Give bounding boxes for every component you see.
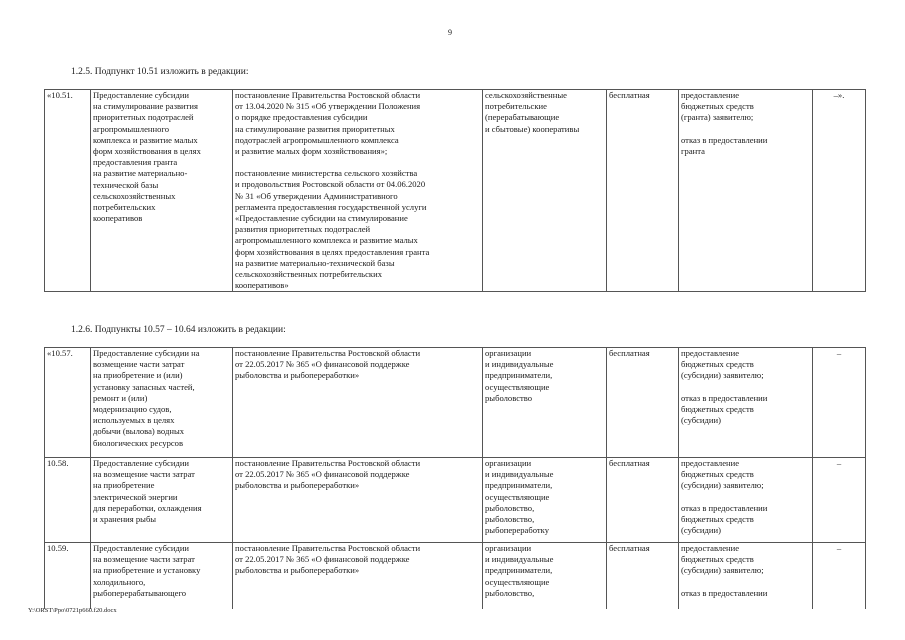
table-subitem-10-51 — [44, 89, 866, 292]
cost-cell: бесплатная — [607, 543, 679, 609]
service-name-line: Предоставление субсидии — [93, 543, 190, 553]
service-name-line: на приобретение и установку — [93, 565, 201, 576]
table-row — [45, 543, 866, 609]
result-cell — [679, 458, 813, 543]
service-name-line: ремонт и (или) — [93, 392, 148, 403]
legal-basis-line: агропромышленного комплекса и развитие малых — [235, 235, 418, 246]
recipients-line: сельскохозяйственные — [485, 90, 567, 100]
recipients-line: рыболовство — [485, 392, 533, 403]
result-line: бюджетных средств — [681, 554, 754, 565]
service-name-line: Предоставление субсидии — [93, 458, 190, 468]
result-line: предоставление — [681, 348, 740, 358]
result-line: отказ в предоставлении — [681, 134, 768, 145]
service-name-line: Предоставление субсидии на — [93, 348, 200, 358]
recipients-line: предприниматели, — [485, 480, 553, 491]
paragraph-gap — [235, 157, 480, 168]
legal-basis-cell — [233, 458, 483, 543]
result-line: отказ в предоставлении — [681, 587, 768, 598]
recipients-line: рыболовство, — [485, 587, 535, 598]
recipients-cell — [483, 90, 607, 292]
result-line: (субсидии) — [681, 415, 721, 426]
result-line: предоставление — [681, 90, 740, 100]
result-line: бюджетных средств — [681, 513, 754, 524]
legal-basis-cell — [233, 348, 483, 458]
legal-basis-line: регламента предоставления государственной услуги — [235, 201, 427, 212]
recipients-line: рыболовство, — [485, 514, 535, 525]
recipients-cell — [483, 458, 607, 543]
service-name-line: предоставления гранта — [93, 157, 178, 168]
recipients-cell — [483, 348, 607, 458]
paragraph-gap — [681, 577, 810, 588]
service-name-line: для переработки, охлаждения — [93, 502, 202, 513]
legal-basis-line: сельскохозяйственных потребительских — [235, 269, 382, 280]
result-line: отказ в предоставлении — [681, 392, 768, 403]
recipients-line: осуществляющие — [485, 576, 550, 587]
recipients-line: и индивидуальные — [485, 554, 554, 565]
result-line: предоставление — [681, 458, 740, 468]
legal-basis-line: от 22.05.2017 № 365 «О финансовой поддержке — [235, 359, 410, 370]
table-row — [45, 348, 866, 458]
legal-basis-line: подотраслей агропромышленного комплекса — [235, 134, 399, 145]
service-name-line: технической базы — [93, 179, 159, 190]
legal-basis-line: и развитие малых форм хозяйствования»; — [235, 146, 388, 157]
service-name-line: добычи (вылова) водных — [93, 426, 185, 437]
result-line: бюджетных средств — [681, 359, 754, 370]
legal-basis-line: рыболовства и рыбопереработки» — [235, 565, 360, 576]
legal-basis-cell — [233, 90, 483, 292]
legal-basis-line: на стимулирование развития приоритетных — [235, 123, 395, 134]
service-name-line: электрической энергии — [93, 491, 178, 502]
legal-basis-line: постановление министерства сельского хозяйства — [235, 168, 418, 179]
result-cell — [679, 543, 813, 609]
result-line: бюджетных средств — [681, 469, 754, 480]
service-name-line: холодильного, — [93, 576, 146, 587]
service-name-line: и хранения рыбы — [93, 514, 157, 525]
page-number: 9 — [448, 28, 452, 37]
note-cell: – — [813, 458, 866, 543]
recipients-line: осуществляющие — [485, 491, 550, 502]
recipients-line: организации — [485, 458, 532, 468]
note-cell: – — [813, 348, 866, 458]
cost-cell: бесплатная — [607, 348, 679, 458]
result-line: гранта — [681, 145, 705, 156]
table-row — [45, 458, 866, 543]
service-name-line: установку запасных частей, — [93, 381, 195, 392]
service-name-line: на возмещение части затрат — [93, 469, 195, 480]
section-heading-1-2-6: 1.2.6. Подпункты 10.57 – 10.64 изложить в редакции: — [71, 325, 286, 335]
service-name-cell — [91, 543, 233, 609]
legal-basis-line: постановление Правительства Ростовской области — [235, 458, 421, 468]
legal-basis-line: о порядке предоставления субсидии — [235, 112, 368, 123]
service-name-line: комплекса и развитие малых — [93, 134, 198, 145]
service-name-line: Предоставление субсидии — [93, 90, 190, 100]
legal-basis-cell — [233, 543, 483, 609]
legal-basis-line: от 22.05.2017 № 365 «О финансовой поддержке — [235, 554, 410, 565]
legal-basis-line: «Предоставление субсидии на стимулирование — [235, 213, 408, 224]
note-cell: –». — [813, 90, 866, 292]
service-name-line: на приобретение — [93, 480, 155, 491]
service-name-line: на приобретение и (или) — [93, 370, 183, 381]
recipients-line: организации — [485, 543, 532, 553]
service-name-line: рыбоперерабатывающего — [93, 587, 187, 598]
recipients-line: предприниматели, — [485, 370, 553, 381]
recipients-cell — [483, 543, 607, 609]
service-name-line: возмещение части затрат — [93, 359, 185, 370]
row-number-cell: 10.58. — [45, 458, 91, 543]
legal-basis-line: развития приоритетных подотраслей — [235, 224, 371, 235]
service-name-line: модернизацию судов, — [93, 404, 172, 415]
result-line: (субсидии) заявителю; — [681, 370, 764, 381]
service-name-line: на возмещение части затрат — [93, 554, 195, 565]
legal-basis-line: кооперативов» — [235, 280, 289, 291]
legal-basis-line: № 31 «Об утверждении Административного — [235, 190, 398, 201]
row-number-cell: 10.59. — [45, 543, 91, 609]
recipients-line: и индивидуальные — [485, 469, 554, 480]
result-line: (субсидии) — [681, 525, 721, 536]
row-number-cell: «10.51. — [45, 90, 91, 292]
recipients-line: предприниматели, — [485, 565, 553, 576]
service-name-line: на развитие материально- — [93, 168, 188, 179]
legal-basis-line: от 13.04.2020 № 315 «Об утверждении Положения — [235, 101, 421, 112]
recipients-line: организации — [485, 348, 532, 358]
service-name-line: приоритетных подотраслей — [93, 112, 194, 123]
paragraph-gap — [681, 492, 810, 503]
table-row — [45, 90, 866, 292]
service-name-cell — [91, 90, 233, 292]
recipients-line: и сбытовые) кооперативы — [485, 123, 580, 134]
service-name-line: используемых в целях — [93, 415, 175, 426]
recipients-line: рыболовство, — [485, 502, 535, 513]
service-name-line: на стимулирование развития — [93, 101, 198, 112]
service-name-line: кооперативов — [93, 213, 143, 224]
legal-basis-line: постановление Правительства Ростовской области — [235, 90, 421, 100]
legal-basis-line: форм хозяйствования в целях предоставления гранта — [235, 246, 430, 257]
table-subitems-10-57-10-64 — [44, 347, 866, 609]
cost-cell: бесплатная — [607, 90, 679, 292]
legal-basis-line: рыболовства и рыбопереработки» — [235, 370, 360, 381]
result-line: (гранта) заявителю; — [681, 112, 754, 123]
result-line: (субсидии) заявителю; — [681, 480, 764, 491]
recipients-line: потребительские — [485, 101, 547, 112]
legal-basis-line: от 22.05.2017 № 365 «О финансовой поддержке — [235, 469, 410, 480]
result-line: бюджетных средств — [681, 101, 754, 112]
recipients-line: и индивидуальные — [485, 359, 554, 370]
result-line: бюджетных средств — [681, 403, 754, 414]
result-cell — [679, 348, 813, 458]
file-path-footer: Y:\ORST\Ppo\0721p660.f20.docx — [28, 607, 117, 614]
service-name-line: форм хозяйствования в целях — [93, 146, 201, 157]
service-name-line: агропромышленного — [93, 123, 169, 134]
paragraph-gap — [681, 124, 810, 135]
paragraph-gap — [681, 382, 810, 393]
service-name-line: биологических ресурсов — [93, 437, 184, 448]
result-line: предоставление — [681, 543, 740, 553]
service-name-cell — [91, 458, 233, 543]
cost-cell: бесплатная — [607, 458, 679, 543]
service-name-cell — [91, 348, 233, 458]
recipients-line: (перерабатывающие — [485, 112, 560, 123]
recipients-line: рыбопереработку — [485, 525, 550, 536]
legal-basis-line: постановление Правительства Ростовской области — [235, 543, 421, 553]
result-line: отказ в предоставлении — [681, 502, 768, 513]
legal-basis-line: рыболовства и рыбопереработки» — [235, 480, 360, 491]
service-name-line: потребительских — [93, 202, 156, 213]
row-number-cell: «10.57. — [45, 348, 91, 458]
legal-basis-line: на развитие материально-технической базы — [235, 257, 395, 268]
section-heading-1-2-5: 1.2.5. Подпункт 10.51 изложить в редакции: — [71, 67, 249, 77]
service-name-line: сельскохозяйственных — [93, 190, 176, 201]
result-line: (субсидии) заявителю; — [681, 565, 764, 576]
recipients-line: осуществляющие — [485, 381, 550, 392]
note-cell: – — [813, 543, 866, 609]
legal-basis-line: постановление Правительства Ростовской области — [235, 348, 421, 358]
result-cell — [679, 90, 813, 292]
legal-basis-line: и продовольствия Ростовской области от 04.06.2020 — [235, 179, 426, 190]
